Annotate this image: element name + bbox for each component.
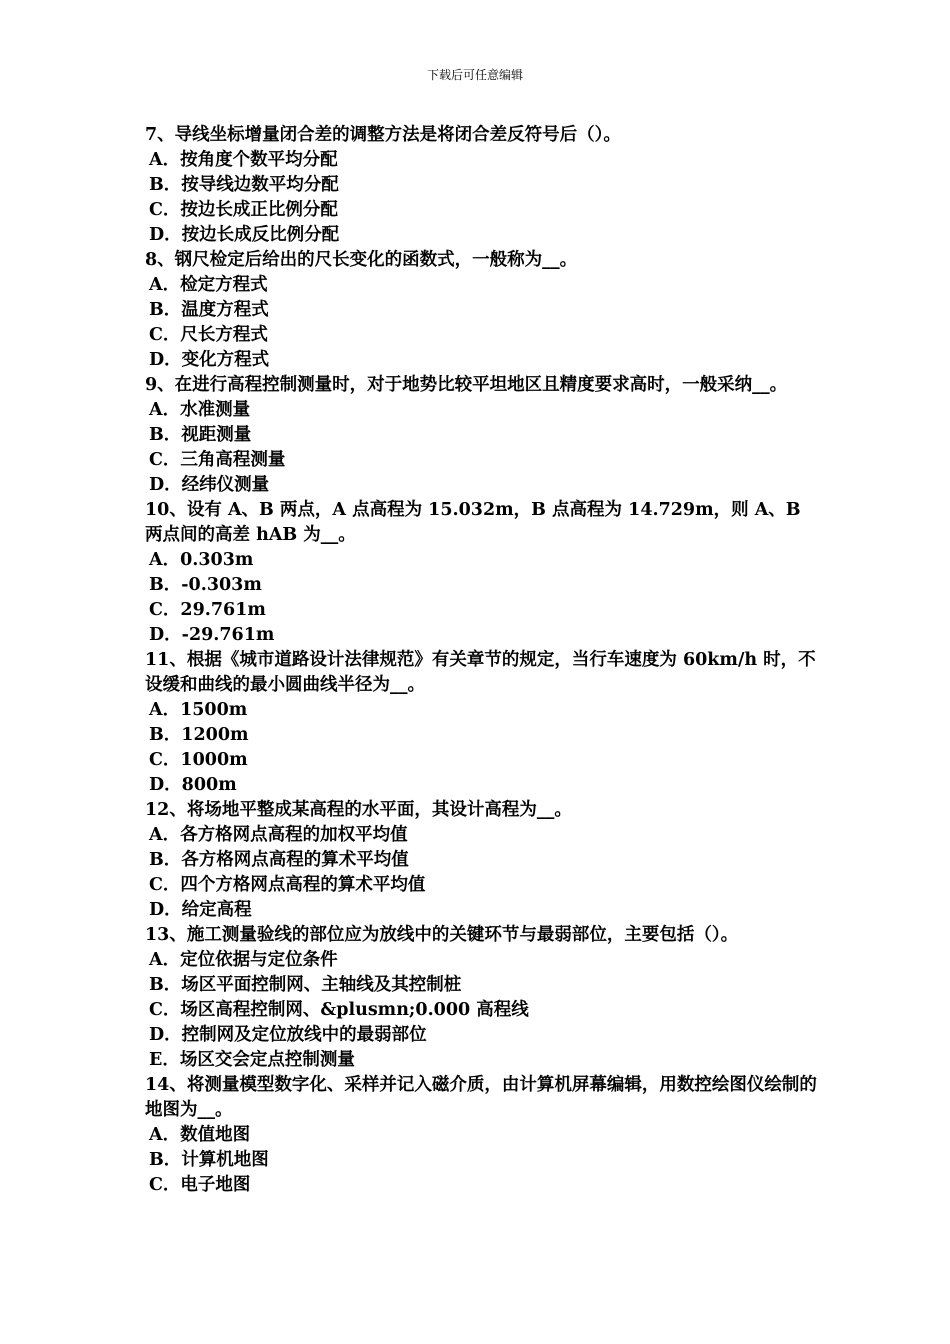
option-a: A．数值地图 bbox=[149, 1125, 251, 1145]
option-c: C．1000m bbox=[149, 750, 248, 770]
option-b: B．温度方程式 bbox=[149, 300, 269, 320]
question-text: 10、设有 A、B 两点，A 点高程为 15.032m，B 点高程为 14.729m，则 A、B 两点间的高差 hAB 为__。 bbox=[145, 500, 801, 545]
question-12 bbox=[145, 798, 817, 923]
question-text: 13、施工测量验线的部位应为放线中的关键环节与最弱部位，主要包括（）。 bbox=[145, 925, 739, 945]
question-text: 8、钢尺检定后给出的尺长变化的函数式，一般称为__。 bbox=[145, 250, 578, 270]
option-a: A．水准测量 bbox=[149, 400, 251, 420]
option-b: B．-0.303m bbox=[149, 575, 262, 595]
page-header: 下载后可任意编辑 bbox=[426, 68, 523, 82]
option-b: B．1200m bbox=[149, 725, 249, 745]
option-c: C．尺长方程式 bbox=[149, 325, 268, 345]
question-8 bbox=[145, 248, 817, 373]
question-list bbox=[145, 123, 817, 1198]
question-text: 7、导线坐标增量闭合差的调整方法是将闭合差反符号后（）。 bbox=[145, 125, 621, 145]
option-c: C．四个方格网点高程的算术平均值 bbox=[149, 875, 426, 895]
question-7 bbox=[145, 123, 817, 248]
question-text: 14、将测量模型数字化、采样并记入磁介质，由计算机屏幕编辑，用数控绘图仪绘制的地图为__。 bbox=[145, 1075, 817, 1120]
question-text: 9、在进行高程控制测量时，对于地势比较平坦地区且精度要求高时，一般采纳__。 bbox=[145, 375, 788, 395]
question-text: 12、将场地平整成某高程的水平面，其设计高程为__。 bbox=[145, 800, 572, 820]
option-b: B．计算机地图 bbox=[149, 1150, 269, 1170]
option-c: C．电子地图 bbox=[149, 1175, 251, 1195]
option-a: A．按角度个数平均分配 bbox=[149, 150, 338, 170]
option-d: D．给定高程 bbox=[149, 900, 252, 920]
option-c: C．29.761m bbox=[149, 600, 266, 620]
option-d: D．800m bbox=[149, 775, 237, 795]
option-c: C．按边长成正比例分配 bbox=[149, 200, 338, 220]
option-a: A．各方格网点高程的加权平均值 bbox=[149, 825, 408, 845]
question-11 bbox=[145, 648, 817, 798]
option-d: D．控制网及定位放线中的最弱部位 bbox=[149, 1025, 427, 1045]
question-10 bbox=[145, 498, 817, 648]
option-d: D．变化方程式 bbox=[149, 350, 270, 370]
option-b: B．视距测量 bbox=[149, 425, 252, 445]
option-c: C．三角高程测量 bbox=[149, 450, 286, 470]
option-a: A．定位依据与定位条件 bbox=[149, 950, 338, 970]
option-d: D．-29.761m bbox=[149, 625, 275, 645]
option-a: A．0.303m bbox=[149, 550, 254, 570]
question-9 bbox=[145, 373, 817, 498]
option-b: B．场区平面控制网、主轴线及其控制桩 bbox=[149, 975, 462, 995]
question-text: 11、根据《城市道路设计法律规范》有关章节的规定，当行车速度为 60km/h 时，不设缓和曲线的最小圆曲线半径为__。 bbox=[145, 650, 816, 695]
option-e: E．场区交会定点控制测量 bbox=[149, 1050, 355, 1070]
option-d: D．经纬仪测量 bbox=[149, 475, 270, 495]
option-d: D．按边长成反比例分配 bbox=[149, 225, 340, 245]
question-13 bbox=[145, 923, 817, 1073]
option-b: B．各方格网点高程的算术平均值 bbox=[149, 850, 409, 870]
option-c: C．场区高程控制网、&plusmn;0.000 高程线 bbox=[149, 1000, 529, 1020]
question-14 bbox=[145, 1073, 817, 1198]
option-a: A．检定方程式 bbox=[149, 275, 268, 295]
option-a: A．1500m bbox=[149, 700, 248, 720]
option-b: B．按导线边数平均分配 bbox=[149, 175, 339, 195]
